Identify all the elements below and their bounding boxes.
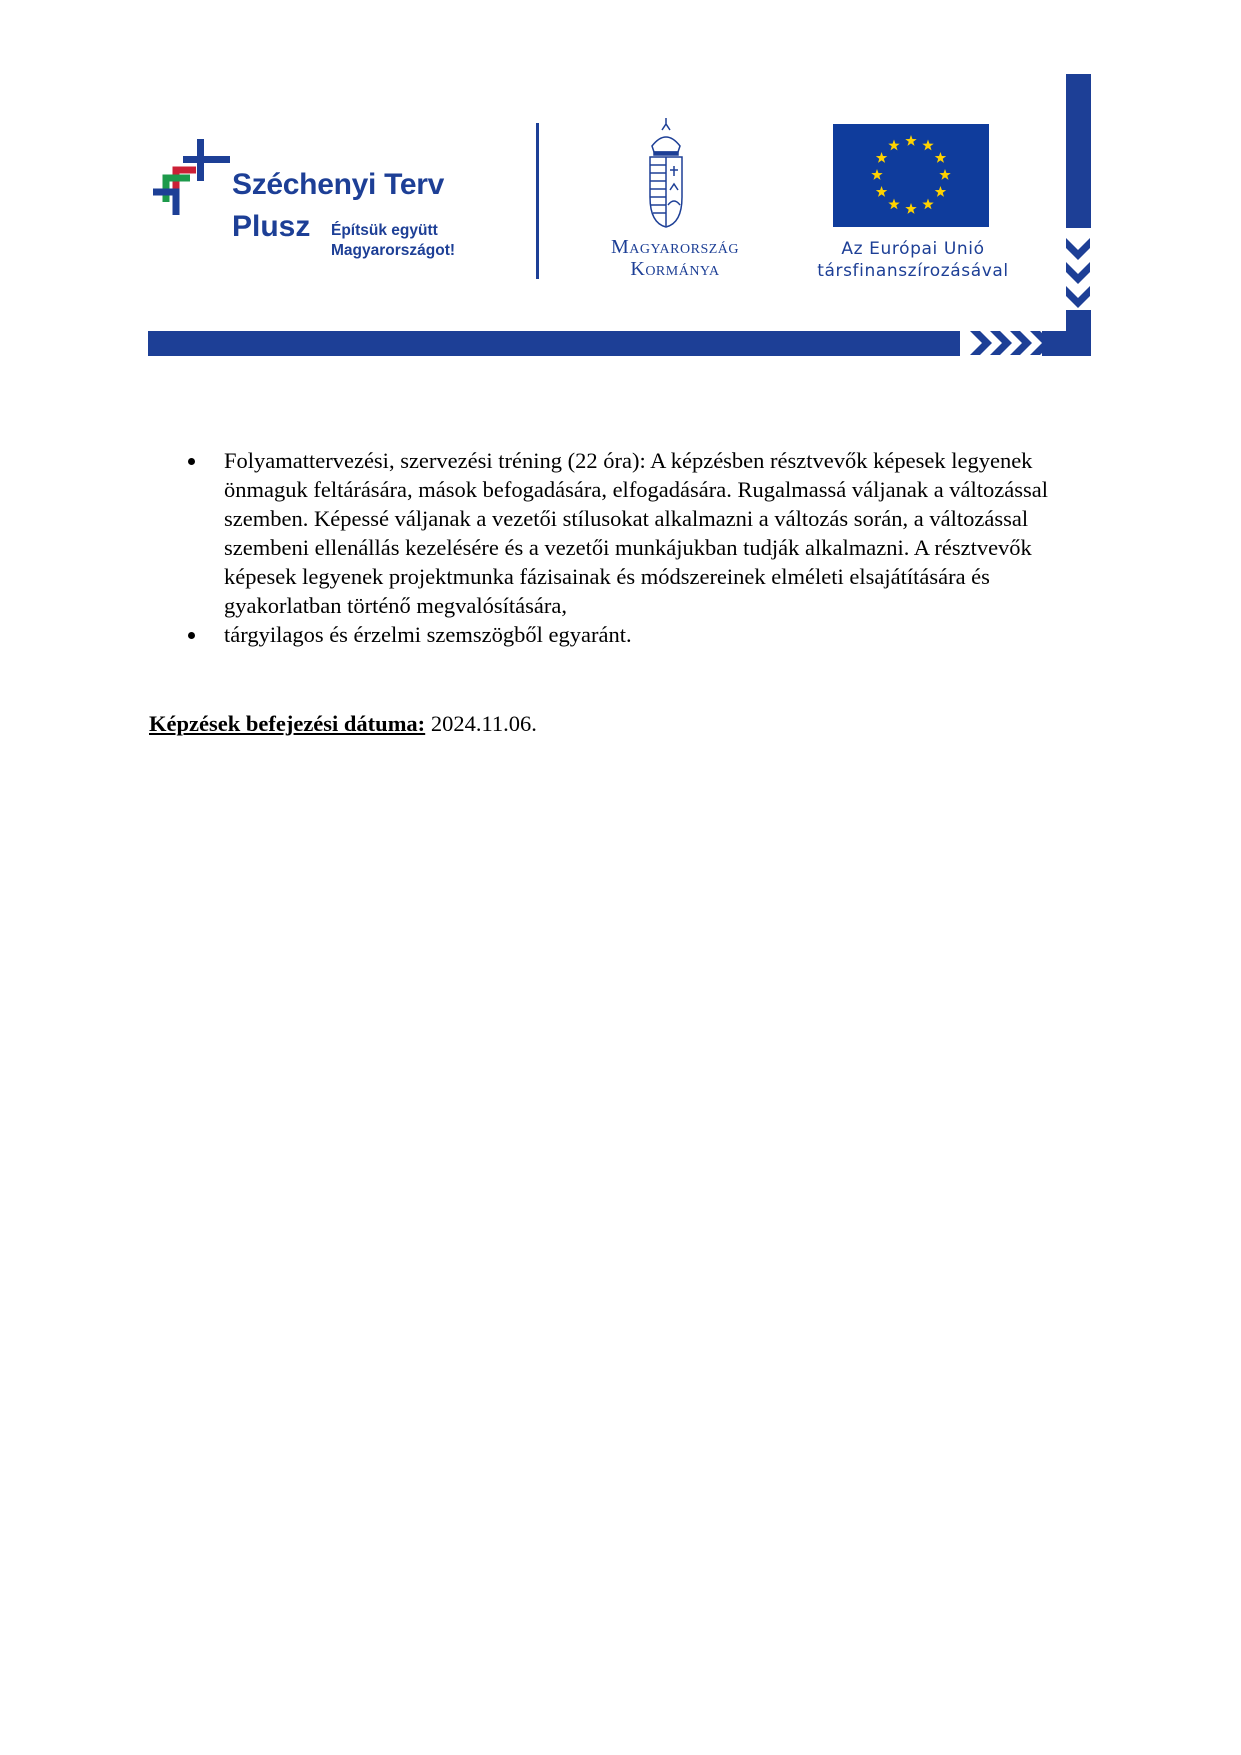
eu-flag-icon — [833, 124, 989, 227]
eu-line1: Az Európai Unió — [841, 239, 985, 259]
list-item-text: Folyamattervezési, szervezési tréning (22 óra): A képzésben résztvevők képesek legyenek önmaguk feltárására, mások befogadására, elfogadására. Rugalmassá váljanak a változással szemben. Képessé váljanak a vezetői stílusokat alkalmazni a változás során, a változással szembeni ellenállás kezelésére és a vezetői munkájukban tudják alkalmazni. A résztvevők képesek legyenek projektmunka fázisainak és módszereinek elméleti elsajátítására és gyakorlatban történő megvalósítására, — [224, 448, 1049, 618]
completion-date-line — [149, 711, 537, 737]
government-line1: Magyarország — [610, 236, 740, 258]
government-label — [575, 236, 775, 280]
program-slogan — [331, 221, 455, 261]
program-slogan-line1: Építsük együtt — [331, 222, 438, 239]
szechenyi-logo-icon — [153, 139, 230, 215]
list-item — [188, 620, 1108, 649]
training-bullet-list — [188, 446, 1108, 649]
eu-line2: társfinanszírozásával — [817, 261, 1009, 281]
completion-date: 2024.11.06. — [430, 711, 537, 736]
header-banner — [0, 0, 1241, 360]
list-item-text: tárgyilagos és érzelmi szemszögből egyaránt. — [224, 622, 632, 647]
government-line2: Kormánya — [630, 258, 720, 280]
program-plus-label: Plusz — [232, 210, 311, 243]
banner-graphics — [0, 0, 1241, 360]
eu-cofinancing-label — [797, 238, 1029, 282]
logo-divider — [536, 123, 539, 279]
program-slogan-line2: Magyarországot! — [331, 242, 456, 259]
bullet-icon — [188, 632, 195, 639]
list-item — [188, 446, 1108, 620]
completion-label: Képzések befejezési dátuma: — [149, 711, 426, 736]
program-title: Széchenyi Terv — [232, 168, 445, 201]
bullet-icon — [188, 458, 195, 465]
coat-of-arms-icon — [650, 118, 682, 227]
